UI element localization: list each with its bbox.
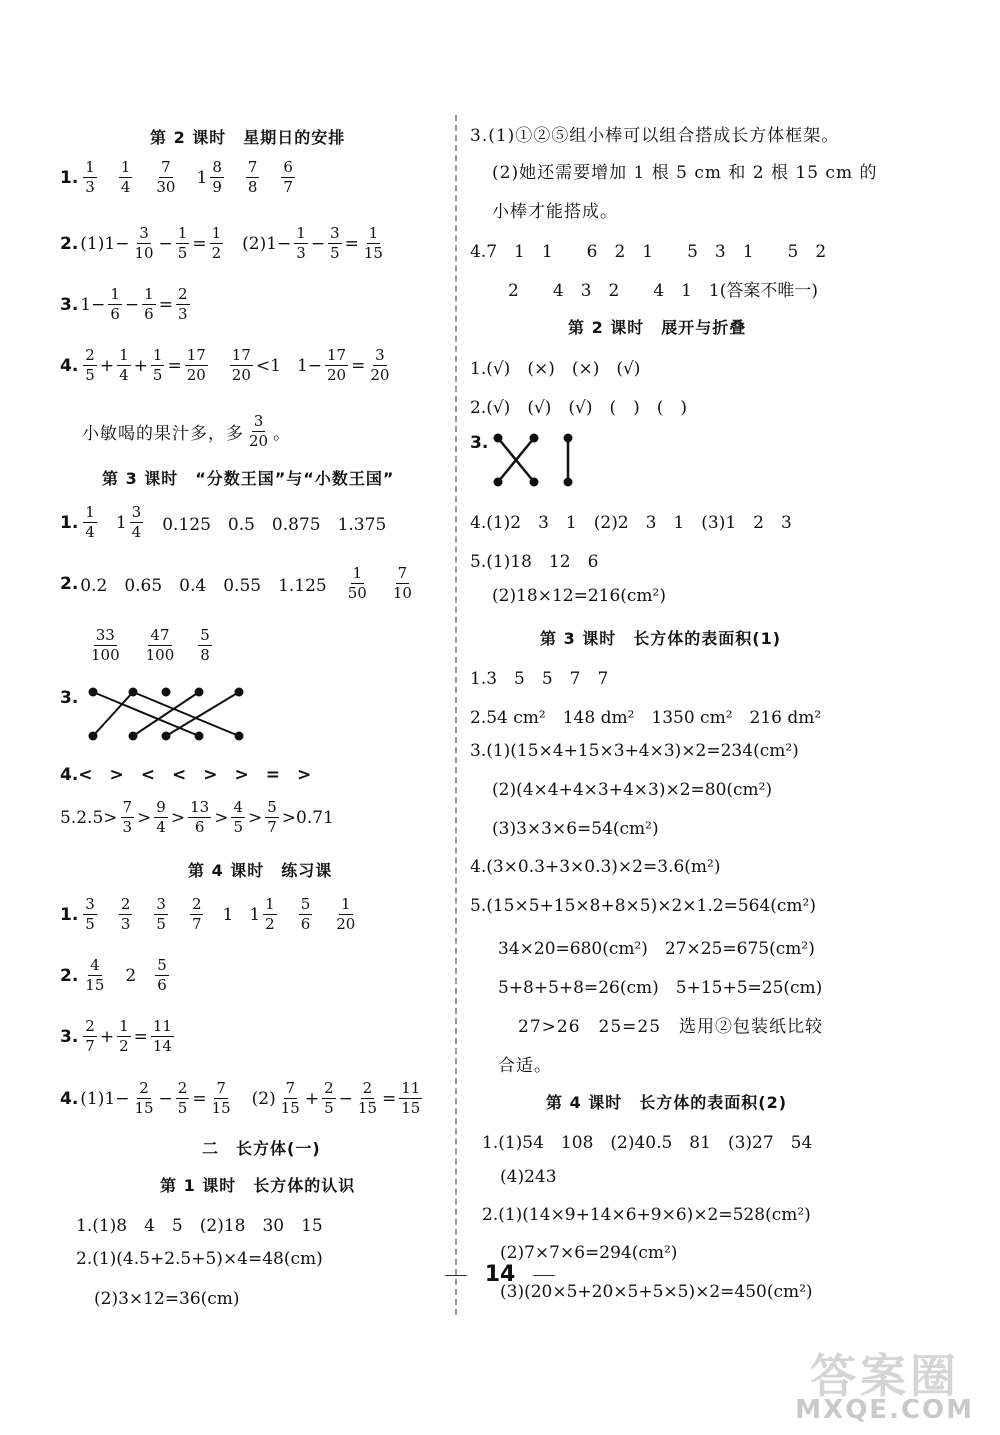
column-divider xyxy=(455,115,457,1315)
section-title: 第 2 课时 星期日的安排 xyxy=(150,128,346,147)
section-title: 第 4 课时 长方体的表面积(2) xyxy=(546,1093,788,1112)
matching-diagram xyxy=(492,432,582,492)
section-title: 第 1 课时 长方体的认识 xyxy=(160,1176,356,1195)
section-title: 第 3 课时 长方体的表面积(1) xyxy=(540,629,782,648)
watermark-logo: 答案圈 xyxy=(810,1349,960,1403)
answer-line: 1.(1)54 108 (2)40.5 81 (3)27 54 xyxy=(482,1133,813,1153)
answer-line: 2.(1)(4.5+2.5+5)×4=48(cm) xyxy=(76,1249,323,1269)
answer-line: (2)7×7×6=294(cm²) xyxy=(500,1243,678,1263)
section-title: 第 2 课时 展开与折叠 xyxy=(568,318,747,337)
answer-line: 2. 0.2 0.65 0.4 0.55 1.125 $\frac{1}{50}$ $\frac{7}{10}$ xyxy=(60,564,412,602)
answer-line: (3)3×3×6=54(cm²) xyxy=(492,819,659,839)
answer-line: 1. $\frac{3}{5}$ $\frac{2}{3}$ $\frac{3}{5}$ $\frac{2}{7}$ 1 1 $\frac{1}{2}$ $\frac{5}{6}$ $\frac{1}{20}$ xyxy=(60,895,356,933)
section-title: 第 3 课时 “分数王国”与“小数王国” xyxy=(102,469,395,488)
answer-line: 2 4 3 2 4 1 1(答案不唯一) xyxy=(508,281,818,301)
answer-line: 4.< > < < > > = > xyxy=(60,765,312,785)
matching-diagram xyxy=(86,684,246,744)
watermark-url: MXQE.COM xyxy=(795,1395,974,1425)
answer-line: 5.(15×5+15×8+8×5)×2×1.2=564(cm²) xyxy=(470,896,816,916)
section-title: 二 长方体(一) xyxy=(202,1139,321,1158)
answer-line: 27>26 25=25 选用②包装纸比较 xyxy=(518,1017,824,1037)
answer-line: 2. $\frac{4}{15}$ 2 $\frac{5}{6}$ xyxy=(60,956,167,994)
answer-line: (2)18×12=216(cm²) xyxy=(492,586,667,606)
answer-line: 小棒才能搭成。 xyxy=(492,202,618,222)
answer-line: 5.(1)18 12 6 xyxy=(470,552,599,572)
page-number: 14 xyxy=(0,1262,1000,1287)
section-title: 第 4 课时 练习课 xyxy=(188,861,333,880)
answer-line: 4. $\frac{2}{5}$ + $\frac{1}{4}$ + $\frac{1}{5}$ = $\frac{17}{20}$ $\frac{17}{20}$ <1 1− $\frac{17}{20}$ = $\frac{3}{20}$ xyxy=(60,346,390,384)
answer-line: 3. $\frac{2}{7}$ + $\frac{1}{2}$ = $\frac{11}{14}$ xyxy=(60,1017,172,1055)
answer-line: (2)她还需要增加 1 根 5 cm 和 2 根 15 cm 的 xyxy=(492,163,878,183)
answer-line: 2. (1)1− $\frac{3}{10}$ − $\frac{1}{5}$ = $\frac{1}{2}$ (2)1− $\frac{1}{3}$ − $\frac{3}{5}$ = $\frac{1}{15}$ xyxy=(60,224,383,262)
answer-line: 4. (1)1− $\frac{2}{15}$ − $\frac{2}{5}$ = $\frac{7}{15}$ (2) $\frac{7}{15}$ + $\frac{2}{5}$ − $\frac{2}{15}$ = $\frac{11}{15}$ xyxy=(60,1079,421,1117)
answer-line: 1. $\frac{1}{4}$ 1 $\frac{3}{4}$ 0.125 0.5 0.875 1.375 xyxy=(60,503,387,541)
answer-line: (2)(4×4+4×3+4×3)×2=80(cm²) xyxy=(492,780,773,800)
answer-line: $\frac{33}{100}$ $\frac{47}{100}$ $\frac{5}{8}$ xyxy=(91,626,210,664)
answer-line: 34×20=680(cm²) 27×25=675(cm²) xyxy=(498,939,815,959)
answer-line: 5.2.5> $\frac{7}{3}$ > $\frac{9}{4}$ > $\frac{13}{6}$ > $\frac{4}{5}$ > $\frac{5}{7}$ >0.71 xyxy=(60,798,334,836)
answer-line: (3)(20×5+20×5+5×5)×2=450(cm²) xyxy=(500,1282,813,1302)
answer-line: 3. 1− $\frac{1}{6}$ − $\frac{1}{6}$ = $\frac{2}{3}$ xyxy=(60,285,188,323)
answer-line: 1.(√) (×) (×) (√) xyxy=(470,359,641,379)
answer-line: 2.(√) (√) (√) ( ) ( ) xyxy=(470,398,688,418)
answer-line: 2.(1)(14×9+14×6+9×6)×2=528(cm²) xyxy=(482,1205,811,1225)
answer-line: 4.(1)2 3 1 (2)2 3 1 (3)1 2 3 xyxy=(470,513,792,533)
answer-line: 3. xyxy=(60,688,79,708)
answer-line: (2)3×12=36(cm) xyxy=(94,1289,240,1309)
answer-line: 1.3 5 5 7 7 xyxy=(470,669,609,689)
answer-line: 4.7 1 1 6 2 1 5 3 1 5 2 xyxy=(470,242,827,262)
answer-line: (4)243 xyxy=(500,1167,557,1187)
answer-line: 1.(1)8 4 5 (2)18 30 15 xyxy=(76,1216,323,1236)
answer-line: 小敏喝的果汁多，多 $\frac{3}{20}$ 。 xyxy=(82,412,291,450)
answer-line: 3.(1)①②⑤组小棒可以组合搭成长方体框架。 xyxy=(470,126,840,146)
answer-line: 3. xyxy=(470,433,489,453)
answer-line: 合适。 xyxy=(498,1056,552,1076)
answer-line: 1. $\frac{1}{3}$ $\frac{1}{4}$ $\frac{7}{30}$ 1 $\frac{8}{9}$ $\frac{7}{8}$ $\frac{6}{7}$ xyxy=(60,158,293,196)
answer-line: 5+8+5+8=26(cm) 5+15+5=25(cm) xyxy=(498,978,823,998)
answer-line: 3.(1)(15×4+15×3+4×3)×2=234(cm²) xyxy=(470,741,799,761)
answer-line: 2.54 cm² 148 dm² 1350 cm² 216 dm² xyxy=(470,708,822,728)
answer-line: 4.(3×0.3+3×0.3)×2=3.6(m²) xyxy=(470,857,721,877)
